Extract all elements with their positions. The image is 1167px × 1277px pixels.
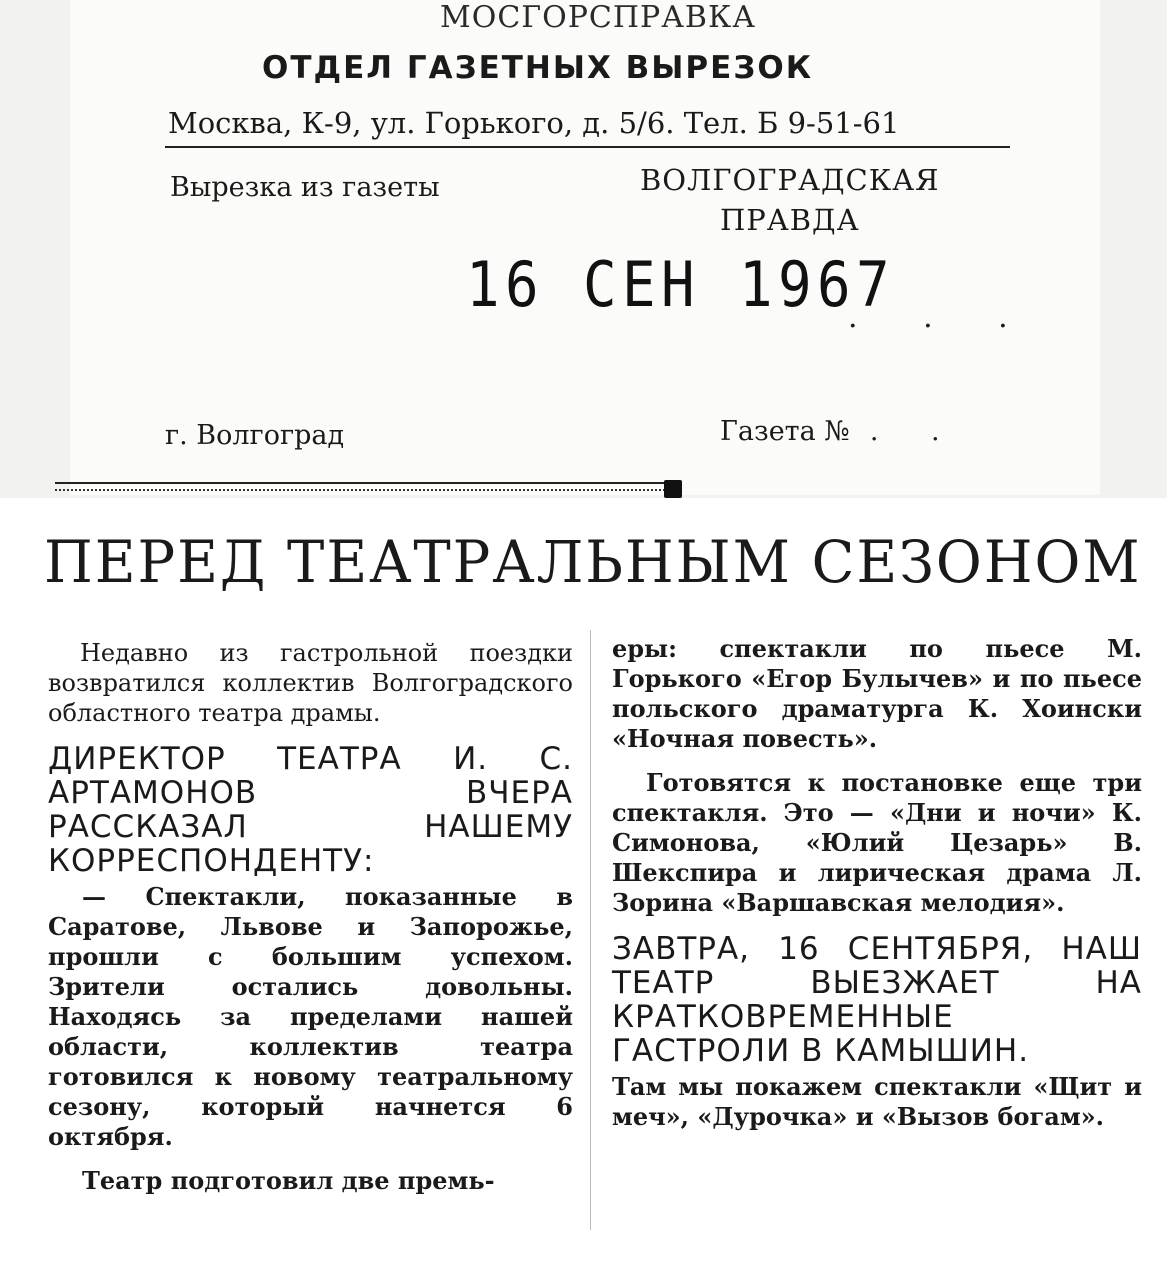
newspaper-name: ВОЛГОГРАДСКАЯ ПРАВДА [640,163,940,237]
article-right-column [612,634,1142,1146]
department-name: ОТДЕЛ ГАЗЕТНЫХ ВЫРЕЗОК [262,50,814,86]
date-stamp: 16 СЕН 1967 [466,248,895,321]
article-left-column [48,638,573,1210]
separator-mark [664,480,682,498]
clip-source-label: Вырезка из газеты [170,172,440,203]
article-clipping [0,498,1167,1277]
article-lead-left: ДИРЕКТОР ТЕАТРА И. С. АРТАМОНОВ ВЧЕРА РАССКАЗАЛ НАШЕМУ КОРРЕСПОНДЕНТУ: [48,741,573,879]
article-intro: Недавно из гастрольной поездки возвратился коллектив Волгоградского областного театра драмы. [48,639,573,727]
agency-name: МОСГОРСПРАВКА [440,0,756,35]
article-lead-right: ЗАВТРА, 16 СЕНТЯБРЯ, НАШ ТЕАТР ВЫЕЗЖАЕТ НА КРАТКОВРЕМЕННЫЕ ГАСТРОЛИ В КАМЫШИН. [612,931,1142,1069]
stamp-dots: . . . [848,300,1036,335]
article-headline: ПЕРЕД ТЕАТРАЛЬНЫМ СЕЗОНОМ [44,528,1142,596]
issue-dots: . . [869,416,962,447]
agency-address: Москва, К-9, ул. Горького, д. 5/6. Тел. Б 9-51-61 [168,106,900,140]
article-tour: Там мы покажем спектакли «Щит и меч», «Дурочка» и «Вызов богам». [612,1072,1142,1131]
article-premieres-start: Театр подготовил две премь- [82,1166,495,1195]
article-quote: — Спектакли, показанные в Саратове, Львове и Запорожье, прошли с большим успехом. Зрители остались довольны. Находясь за пределами нашей области, коллектив театра готовился к новому театральному сезону, который начнется 6 октября. [48,882,573,1151]
issue-number-field [720,416,962,447]
column-divider [590,630,591,1230]
address-underline [165,146,1010,148]
article-upcoming: Готовятся к постановке еще три спектакля. Это — «Дни и ночи» К. Симонова, «Юлий Цезарь» В. Шекспира и лирическая драма Л. Зорина «Варшавская мелодия». [612,768,1142,917]
issue-label: Газета № [720,416,850,447]
city-label: г. Волгоград [165,420,345,451]
article-premieres-end: еры: спектакли по пьесе М. Горького «Егор Булычев» и по пьесе польского драматурга К. Хоински «Ночная повесть». [612,634,1142,753]
